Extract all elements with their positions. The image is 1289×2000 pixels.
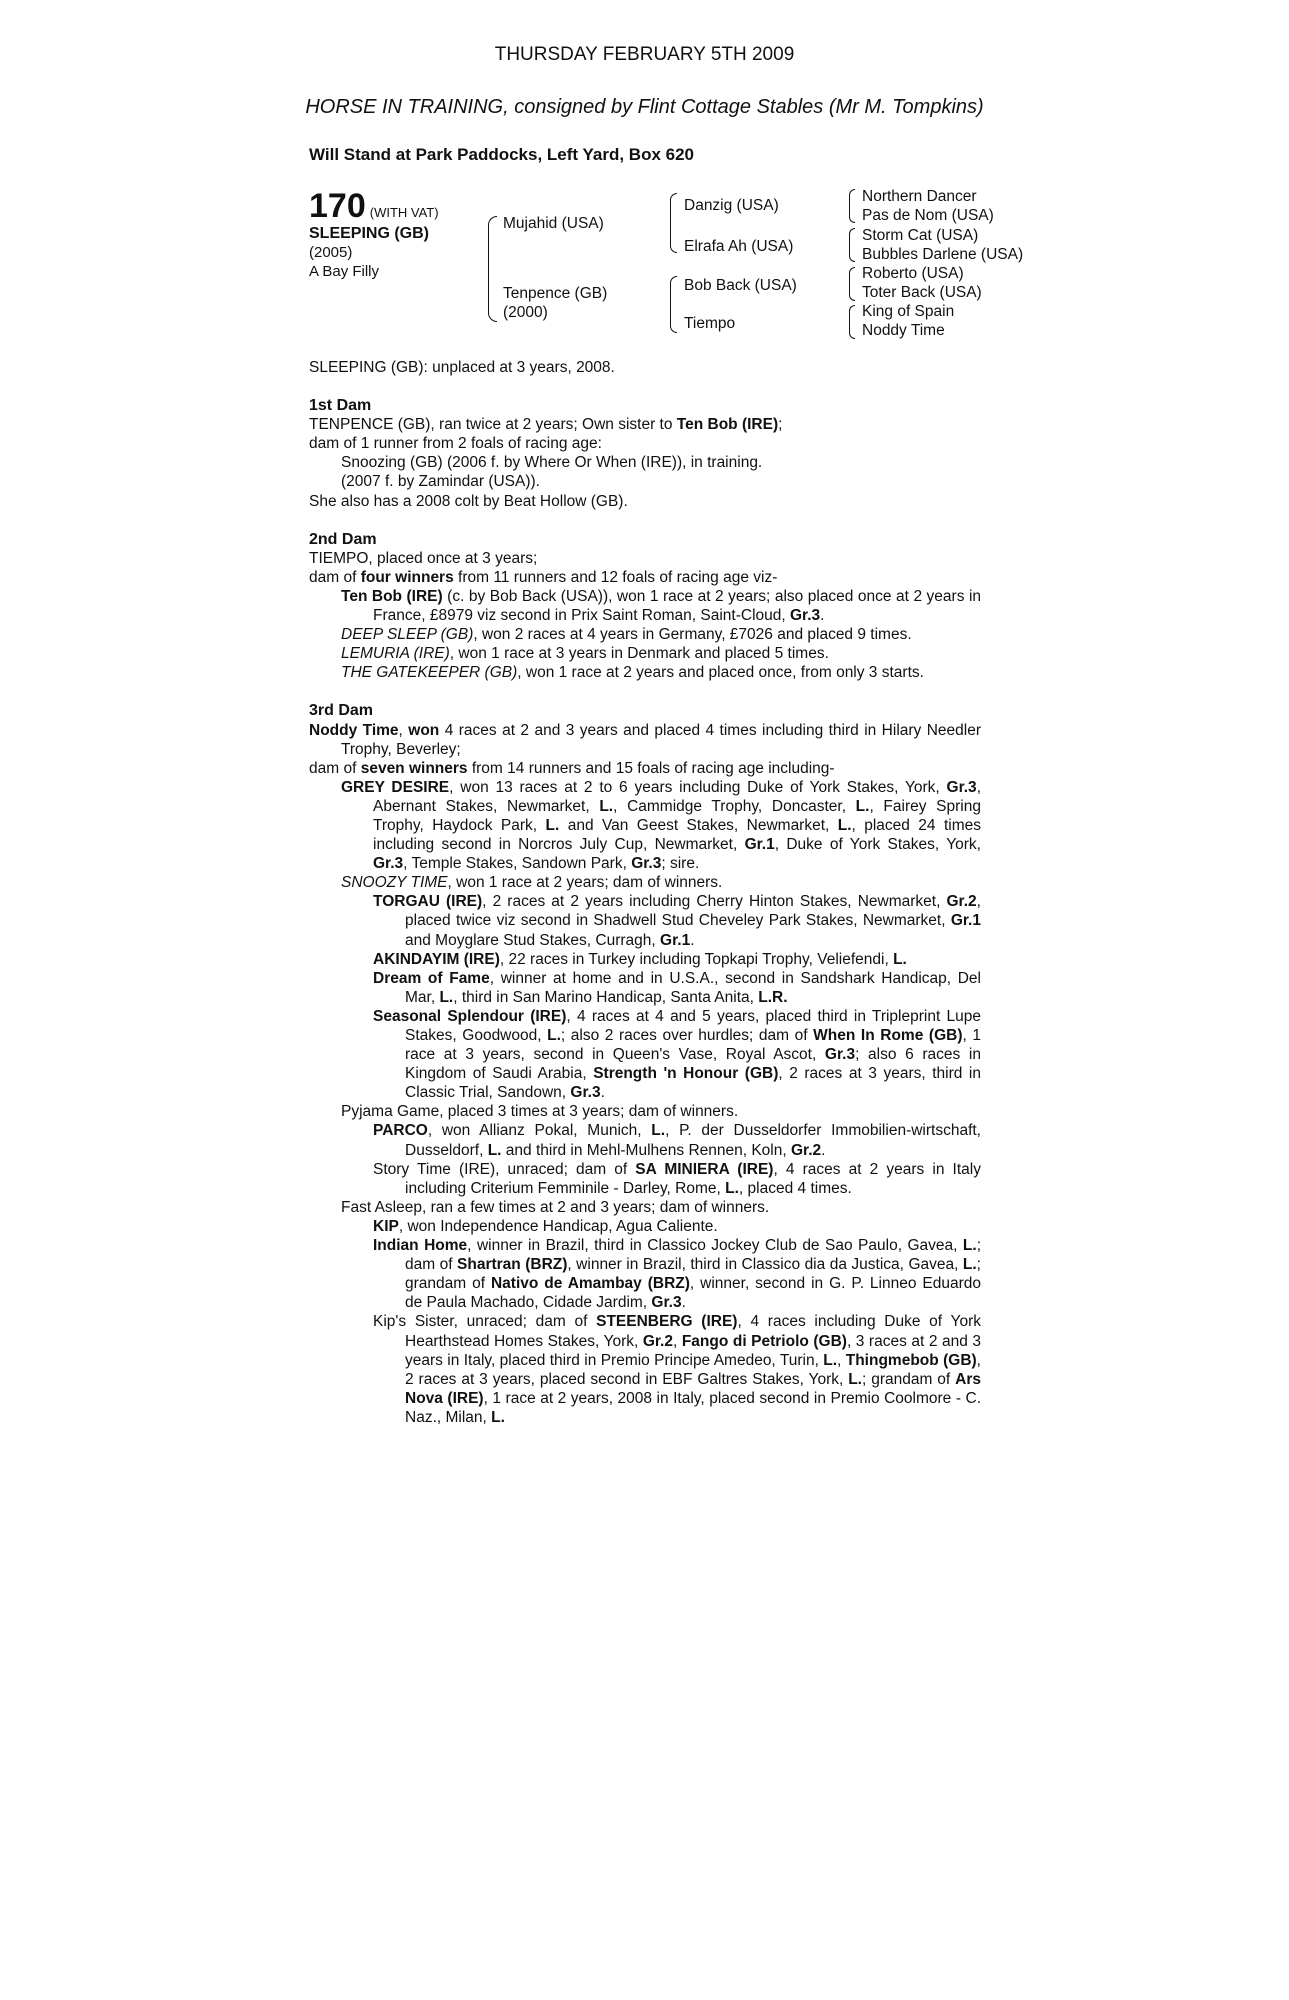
pedigree-brace-ds <box>849 267 855 301</box>
first-dam-produce1: Snoozing (GB) (2006 f. by Where Or When (IRE)), in training. <box>341 454 763 472</box>
first-dam-line1: TENPENCE (GB), ran twice at 2 years; Own sister to Ten Bob (IRE); <box>309 416 783 434</box>
lot-number: 170 <box>309 187 366 225</box>
first-dam-line5: She also has a 2008 colt by Beat Hollow (GB). <box>309 492 628 510</box>
produce-story-time: Story Time (IRE), unraced; dam of SA MINIERA (IRE), 4 races at 2 years in Italy including Criterium Femminile - Darley, Rome, L., placed 4 times. <box>373 1160 981 1197</box>
pedigree-brace-ss <box>849 189 855 223</box>
third-dam-heading: 3rd Dam <box>309 702 374 720</box>
pedigree-sire-dam: Elrafa Ah (USA) <box>684 238 794 255</box>
vat-note: (WITH VAT) <box>369 205 439 220</box>
produce-kip: KIP, won Independence Handicap, Agua Caliente. <box>373 1217 718 1235</box>
pedigree-sire-sire: Danzig (USA) <box>684 197 779 214</box>
pedigree-brace-gen1 <box>488 216 497 322</box>
second-dam-heading: 2nd Dam <box>309 530 377 548</box>
produce-torgau: TORGAU (IRE), 2 races at 2 years including Cherry Hinton Stakes, Newmarket, Gr.2, placed twice viz second in Shadwell Stud Cheveley Park Stakes, Newmarket, Gr.1 and Moyglare Stud Stakes, Curragh, Gr.1. <box>373 893 981 949</box>
pedigree-gen3-4: Bubbles Darlene (USA) <box>862 246 1024 263</box>
produce-pyjama-game: Pyjama Game, placed 3 times at 3 years; dam of winners. <box>341 1103 739 1121</box>
first-dam-produce2: (2007 f. by Zamindar (USA)). <box>341 473 540 491</box>
produce-snoozy-time: SNOOZY TIME, won 1 race at 2 years; dam of winners. <box>341 874 723 892</box>
pedigree-gen3-5: Roberto (USA) <box>862 265 964 282</box>
pedigree-dam-dam: Tiempo <box>684 315 736 332</box>
produce-fast-asleep: Fast Asleep, ran a few times at 2 and 3 years; dam of winners. <box>341 1198 770 1216</box>
produce-ten-bob: Ten Bob (IRE) (c. by Bob Back (USA)), won 1 race at 2 years; also placed once at 2 years in France, £8979 viz second in Prix Saint Roman, Saint-Cloud, Gr.3. <box>341 587 982 625</box>
produce-lemuria: LEMURIA (IRE), won 1 race at 3 years in Denmark and placed 5 times. <box>341 645 829 663</box>
stand-location: Will Stand at Park Paddocks, Left Yard, Box 620 <box>309 145 694 164</box>
race-summary: SLEEPING (GB): unplaced at 3 years, 2008. <box>309 359 615 376</box>
third-dam-line2: dam of seven winners from 14 runners and 15 foals of racing age including- <box>309 759 835 777</box>
produce-kips-sister: Kip's Sister, unraced; dam of STEENBERG (IRE), 4 races including Duke of York Hearthstead Homes Stakes, York, Gr.2, Fango di Petriolo (GB), 3 races at 2 and 3 years in Italy, placed third in Premio Principe Amedeo, Turin, L., Thingmebob (GB), 2 races at 3 years, placed second in EBF Galtres Stakes, York, L.; grandam of Ars Nova (IRE), 1 race at 2 years, 2008 in Italy, placed second in Premio Coolmore - C. Naz., Milan, L. <box>373 1313 982 1426</box>
pedigree-gen3-8: Noddy Time <box>862 322 945 339</box>
second-dam-line2: dam of four winners from 11 runners and 12 foals of racing age viz- <box>309 568 778 586</box>
produce-grey-desire: GREY DESIRE, won 13 races at 2 to 6 years including Duke of York Stakes, York, Gr.3, Abernant Stakes, Newmarket, L., Cammidge Trophy, Doncaster, L., Fairey Spring Trophy, Haydock Park, L. and Van Geest Stakes, Newmarket, L., placed 24 times including second in Norcros July Cup, Newmarket, Gr.1, Duke of York Stakes, York, Gr.3, Temple Stakes, Sandown Park, Gr.3; sire. <box>341 778 981 873</box>
sale-date: THURSDAY FEBRUARY 5TH 2009 <box>494 44 795 65</box>
produce-seasonal-splendour: Seasonal Splendour (IRE), 4 races at 4 and 5 years, placed third in Tripleprint Lupe Stakes, Goodwood, L.; also 2 races over hurdles; dam of When In Rome (GB), 1 race at 3 years, second in Queen's Vase, Royal Ascot, Gr.3; also 6 races in Kingdom of Saudi Arabia, Strength 'n Honour (GB), 2 races at 3 years, third in Classic Trial, Sandown, Gr.3. <box>373 1007 981 1102</box>
first-dam-heading: 1st Dam <box>309 397 372 415</box>
pedigree-gen3-1: Northern Dancer <box>862 188 977 205</box>
produce-gatekeeper: THE GATEKEEPER (GB), won 1 race at 2 years and placed once, from only 3 starts. <box>341 664 924 682</box>
pedigree-brace-sire <box>670 193 677 253</box>
pedigree-gen3-2: Pas de Nom (USA) <box>862 207 994 224</box>
first-dam-line2: dam of 1 runner from 2 foals of racing age: <box>309 435 602 453</box>
horse-year: (2005) <box>309 244 353 261</box>
lot-summary <box>309 188 469 281</box>
produce-indian-home: Indian Home, winner in Brazil, third in Classico Jockey Club de Sao Paulo, Gavea, L.; dam of Shartran (BRZ), winner in Brazil, third in Classico dia da Justica, Gavea, L.; grandam of Nativo de Amambay (BRZ), winner, second in G. P. Linneo Eduardo de Paula Machado, Cidade Jardim, Gr.3. <box>373 1237 982 1312</box>
produce-parco: PARCO, won Allianz Pokal, Munich, L., P. der Dusseldorfer Immobilien-wirtschaft, Dusseldorf, L. and third in Mehl-Mulhens Rennen, Koln, Gr.2. <box>373 1122 981 1159</box>
pedigree-sire: Mujahid (USA) <box>503 215 604 232</box>
horse-description: A Bay Filly <box>309 263 380 280</box>
pedigree-gen3-7: King of Spain <box>862 303 955 320</box>
second-dam-line1: TIEMPO, placed once at 3 years; <box>309 549 538 567</box>
pedigree-dam-sire: Bob Back (USA) <box>684 277 797 294</box>
produce-dream-of-fame: Dream of Fame, winner at home and in U.S.A., second in Sandshark Handicap, Del Mar, L., third in San Marino Handicap, Santa Anita, L.R. <box>373 969 981 1006</box>
catalogue-body <box>309 358 981 1427</box>
horse-name: SLEEPING (GB) <box>309 225 430 242</box>
pedigree-gen3-3: Storm Cat (USA) <box>862 227 979 244</box>
consignment-title: HORSE IN TRAINING, consigned by Flint Cottage Stables (Mr M. Tompkins) <box>305 96 984 118</box>
pedigree-brace-dd <box>849 305 855 339</box>
pedigree-dam-year: (2000) <box>503 304 548 321</box>
third-dam-line1: Noddy Time, won 4 races at 2 and 3 years and placed 4 times including third in Hilary Needler Trophy, Beverley; <box>309 721 981 758</box>
pedigree-gen3-6: Toter Back (USA) <box>862 284 982 301</box>
pedigree-brace-dam <box>670 276 677 333</box>
produce-deep-sleep: DEEP SLEEP (GB), won 2 races at 4 years in Germany, £7026 and placed 9 times. <box>341 626 912 644</box>
produce-akindayim: AKINDAYIM (IRE), 22 races in Turkey including Topkapi Trophy, Veliefendi, L. <box>373 950 907 968</box>
pedigree-dam: Tenpence (GB) <box>503 285 608 302</box>
pedigree-brace-sd <box>849 228 855 262</box>
